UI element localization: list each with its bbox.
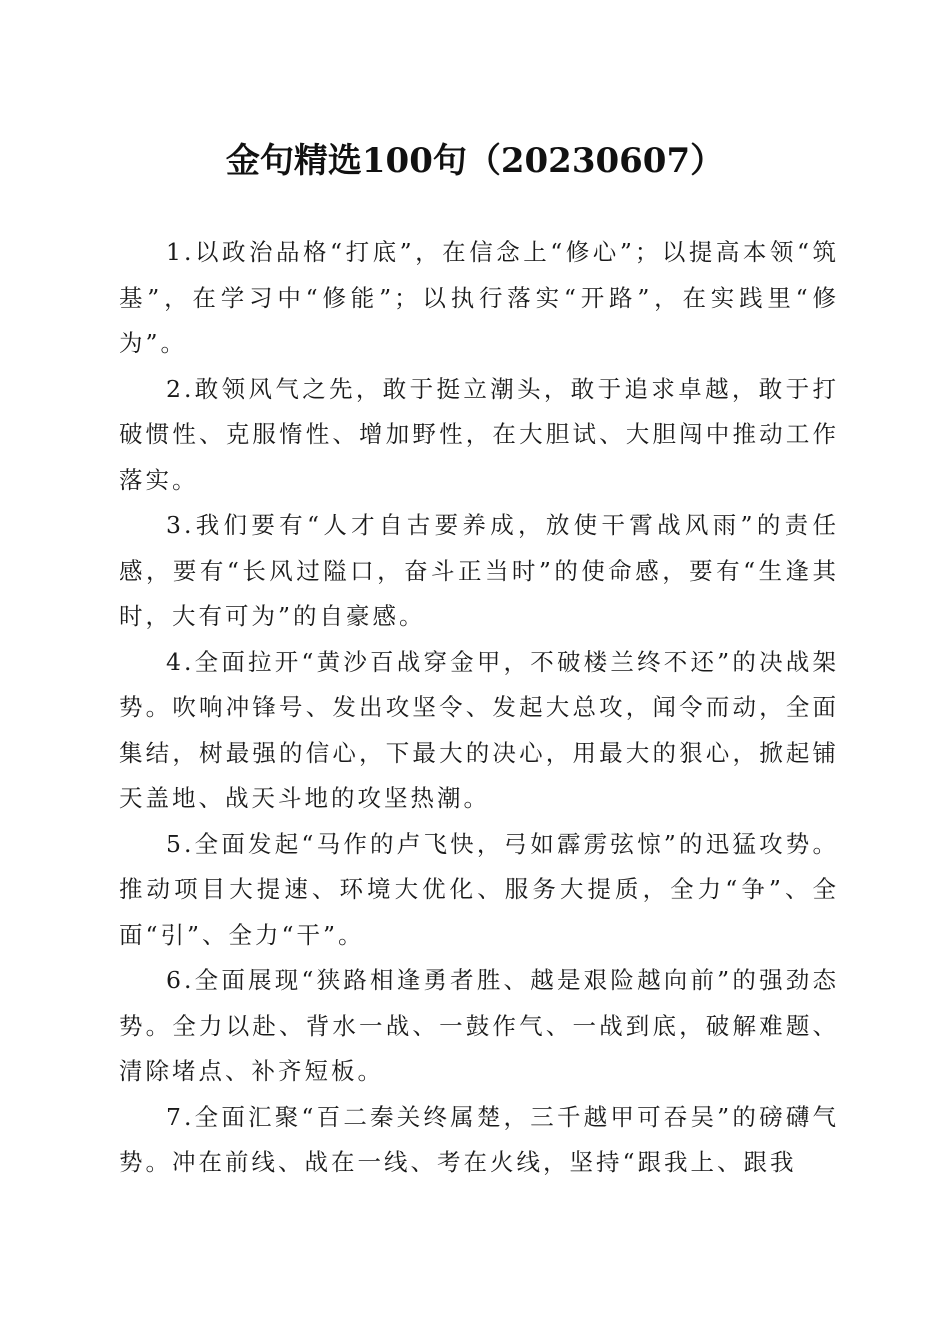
document-title: 金句精选100句（20230607） xyxy=(225,141,725,181)
paragraph-2: 2.敢领风气之先，敢于挺立潮头，敢于追求卓越，敢于打破惯性、克服惰性、增加野性，在大胆试、大胆闯中推动工作落实。 xyxy=(119,374,839,494)
paragraph-6: 6.全面展现“狭路相逢勇者胜、越是艰险越向前”的强劲态势。全力以赴、背水一战、一鼓作气、一战到底，破解难题、清除堵点、补齐短板。 xyxy=(119,966,839,1085)
paragraph-5: 5.全面发起“马作的卢飞快，弓如霹雳弦惊”的迅猛攻势。推动项目大提速、环境大优化、服务大提质，全力“争”、全面“引”、全力“干”。 xyxy=(119,829,839,949)
paragraph-7: 7.全面汇聚“百二秦关终属楚，三千越甲可吞吴”的磅礴气势。冲在前线、战在一线、考在火线，坚持“跟我上、跟我 xyxy=(119,1102,839,1176)
paragraph-3: 3.我们要有“人才自古要养成，放使干霄战风雨”的责任感，要有“长风过隘口，奋斗正当时”的使命感，要有“生逢其时，大有可为”的自豪感。 xyxy=(119,511,839,630)
paragraph-1: 1.以政治品格“打底”，在信念上“修心”；以提高本领“筑基”，在学习中“修能”；以执行落实“开路”，在实践里“修为”。 xyxy=(119,238,839,357)
paragraph-4: 4.全面拉开“黄沙百战穿金甲，不破楼兰终不还”的决战架势。吹响冲锋号、发出攻坚令、发起大总攻，闻令而动，全面集结，树最强的信心，下最大的决心，用最大的狠心，掀起铺天盖地、战天斗地的攻坚热潮。 xyxy=(119,647,839,812)
document-body xyxy=(119,230,839,1186)
